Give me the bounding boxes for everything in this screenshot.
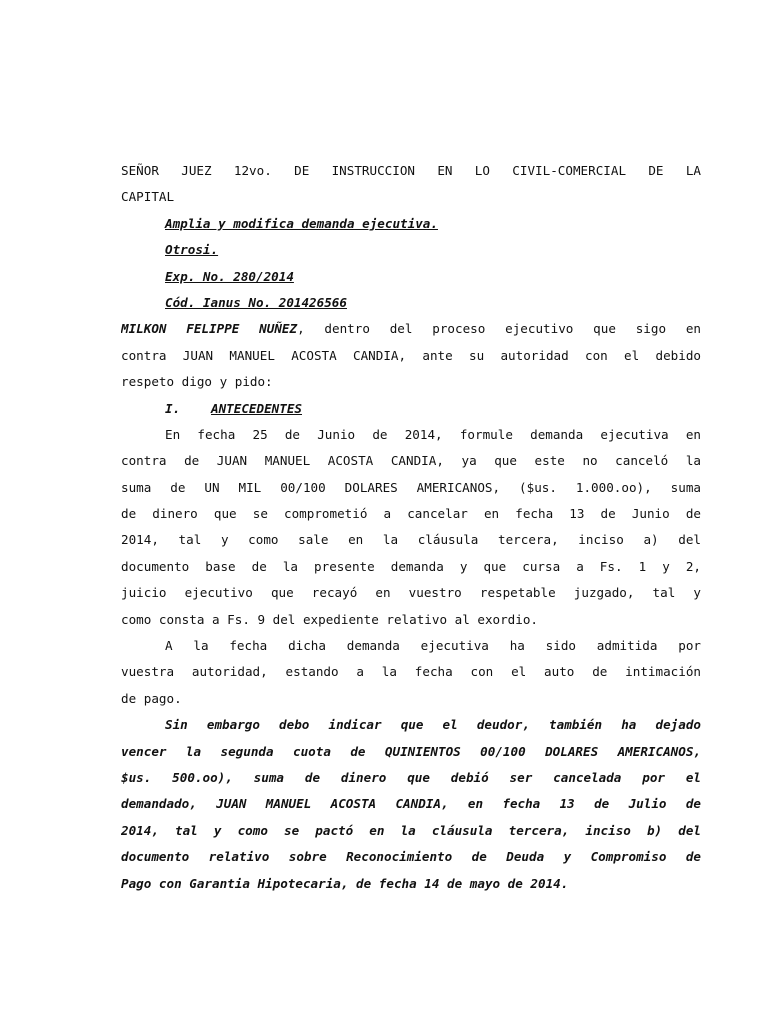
para2-line: A la fecha dicha demanda ejecutiva ha sido admitida por xyxy=(165,638,701,654)
para1-line: documento base de la presente demanda y que cursa a Fs. 1 y 2, xyxy=(121,558,701,574)
para1-line: suma de UN MIL 00/100 DOLARES AMERICANOS, ($us. 1.000.oo), suma xyxy=(121,479,701,495)
intro-line-3: respeto digo y pido: xyxy=(121,374,273,390)
intro-line-1 xyxy=(121,316,701,342)
para3-line: $us. 500.oo), suma de dinero que debió ser cancelada por el xyxy=(121,769,701,785)
subject-title: Amplia y modifica demanda ejecutiva. xyxy=(165,215,438,231)
subject-expediente: Exp. No. 280/2014 xyxy=(165,268,294,284)
para3-line: Pago con Garantia Hipotecaria, de fecha 14 de mayo de 2014. xyxy=(121,875,569,891)
para3-line: 2014, tal y como se pactó en la cláusula tercera, inciso b) del xyxy=(121,822,701,838)
para1-line: juicio ejecutivo que recayó en vuestro respetable juzgado, tal y xyxy=(121,585,701,601)
petitioner-name: MILKON FELIPPE NUÑEZ xyxy=(121,321,298,337)
court-header-line-2: CAPITAL xyxy=(121,189,175,205)
court-header-line-1: SEÑOR JUEZ 12vo. DE INSTRUCCION EN LO CIVIL-COMERCIAL DE LA xyxy=(121,163,701,178)
para1-line: contra de JUAN MANUEL ACOSTA CANDIA, ya que este no canceló la xyxy=(121,453,701,469)
para3-line: Sin embargo debo indicar que el deudor, también ha dejado xyxy=(165,717,701,733)
section-number: I. xyxy=(165,400,181,416)
section-title: ANTECEDENTES xyxy=(211,400,302,416)
para1-line: En fecha 25 de Junio de 2014, formule demanda ejecutiva en xyxy=(165,426,701,442)
para1-line: de dinero que se comprometió a cancelar en fecha 13 de Junio de xyxy=(121,506,701,522)
document-body xyxy=(121,158,701,897)
para3-line: demandado, JUAN MANUEL ACOSTA CANDIA, en fecha 13 de Julio de xyxy=(121,796,701,812)
para1-line: como consta a Fs. 9 del expediente relativo al exordio. xyxy=(121,611,539,627)
subject-codigo: Cód. Ianus No. 201426566 xyxy=(165,294,347,310)
para3-line: vencer la segunda cuota de QUINIENTOS 00/100 DOLARES AMERICANOS, xyxy=(121,743,701,759)
para2-line: de pago. xyxy=(121,690,182,706)
para2-line: vuestra autoridad, estando a la fecha con el auto de intimación xyxy=(121,664,701,680)
intro-line-1-rest: , dentro del proceso ejecutivo que sigo en xyxy=(297,321,701,337)
section-heading xyxy=(121,396,701,422)
para3-line: documento relativo sobre Reconocimiento de Deuda y Compromiso de xyxy=(121,849,701,865)
intro-line-2: contra JUAN MANUEL ACOSTA CANDIA, ante su autoridad con el debido xyxy=(121,347,701,363)
subject-otrosi: Otrosi. xyxy=(165,242,219,258)
para1-line: 2014, tal y como sale en la cláusula tercera, inciso a) del xyxy=(121,532,701,548)
